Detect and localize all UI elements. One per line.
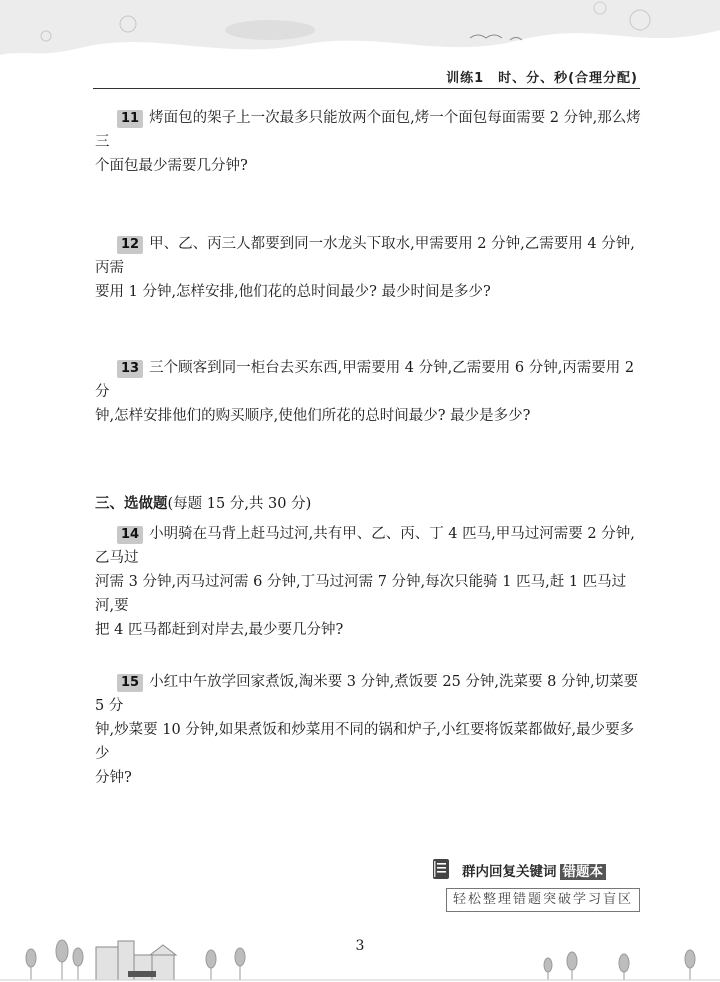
- problem-text: 小红中午放学回家煮饭,淘米要 3 分钟,煮饭要 25 分钟,洗菜要 8 分钟,切菜要 5 分: [95, 674, 639, 714]
- problem-line: [95, 522, 643, 570]
- problem-13: [95, 356, 643, 428]
- problem-line: 个面包最少需要几分钟?: [95, 158, 248, 174]
- problem-line: 钟,怎样安排他们的购买顺序,使他们所花的总时间最少? 最少是多少?: [95, 408, 531, 424]
- problem-line: 把 4 匹马都赶到对岸去,最少要几分钟?: [95, 622, 344, 638]
- page-header-title: 训练1 时、分、秒(合理分配): [446, 71, 638, 86]
- problem-text: 烤面包的架子上一次最多只能放两个面包,烤一个面包每面需要 2 分钟,那么烤三: [95, 110, 641, 150]
- problem-line: 河需 3 分钟,丙马过河需 6 分钟,丁马过河需 7 分钟,每次只能骑 1 匹马,赶 1 匹马过河,要: [95, 574, 627, 614]
- problem-number: 12: [117, 236, 143, 254]
- section-heading: [95, 492, 311, 513]
- page-number: 3: [355, 938, 365, 954]
- problem-12: [95, 232, 643, 304]
- header-rule: [93, 88, 640, 89]
- promo-line-2: 轻松整理错题突破学习盲区: [446, 888, 640, 912]
- problem-number: 14: [117, 526, 143, 544]
- notebook-icon: [432, 858, 450, 880]
- problem-line: [95, 232, 643, 280]
- problem-number: 15: [117, 674, 143, 692]
- problem-line: [95, 356, 643, 404]
- promo-line-1: [462, 860, 606, 880]
- problem-line: 分钟?: [95, 770, 132, 786]
- promo-box: [432, 858, 642, 914]
- promo-prefix: 群内回复关键词: [462, 864, 557, 880]
- problem-text: 甲、乙、丙三人都要到同一水龙头下取水,甲需要用 2 分钟,乙需要用 4 分钟,丙需: [95, 236, 635, 276]
- problem-number: 13: [117, 360, 143, 378]
- problem-line: [95, 670, 643, 718]
- promo-keyword: 错题本: [560, 864, 607, 880]
- problem-line: [95, 106, 643, 154]
- problem-line: 要用 1 分钟,怎样安排,他们花的总时间最少? 最少时间是多少?: [95, 284, 491, 300]
- problem-14: [95, 522, 643, 642]
- section-title: 三、选做题: [95, 496, 168, 512]
- problem-text: 小明骑在马背上赶马过河,共有甲、乙、丙、丁 4 匹马,甲马过河需要 2 分钟,乙马过: [95, 526, 635, 566]
- problem-line: 钟,炒菜要 10 分钟,如果煮饭和炒菜用不同的锅和炉子,小红要将饭菜都做好,最少要多少: [95, 722, 635, 762]
- problem-11: [95, 106, 643, 178]
- problem-number: 11: [117, 110, 143, 128]
- section-note: (每题 15 分,共 30 分): [167, 496, 312, 512]
- header-decoration: [0, 0, 720, 72]
- problem-15: [95, 670, 643, 790]
- problem-text: 三个顾客到同一柜台去买东西,甲需要用 4 分钟,乙需要用 6 分钟,丙需要用 2 分: [95, 360, 635, 400]
